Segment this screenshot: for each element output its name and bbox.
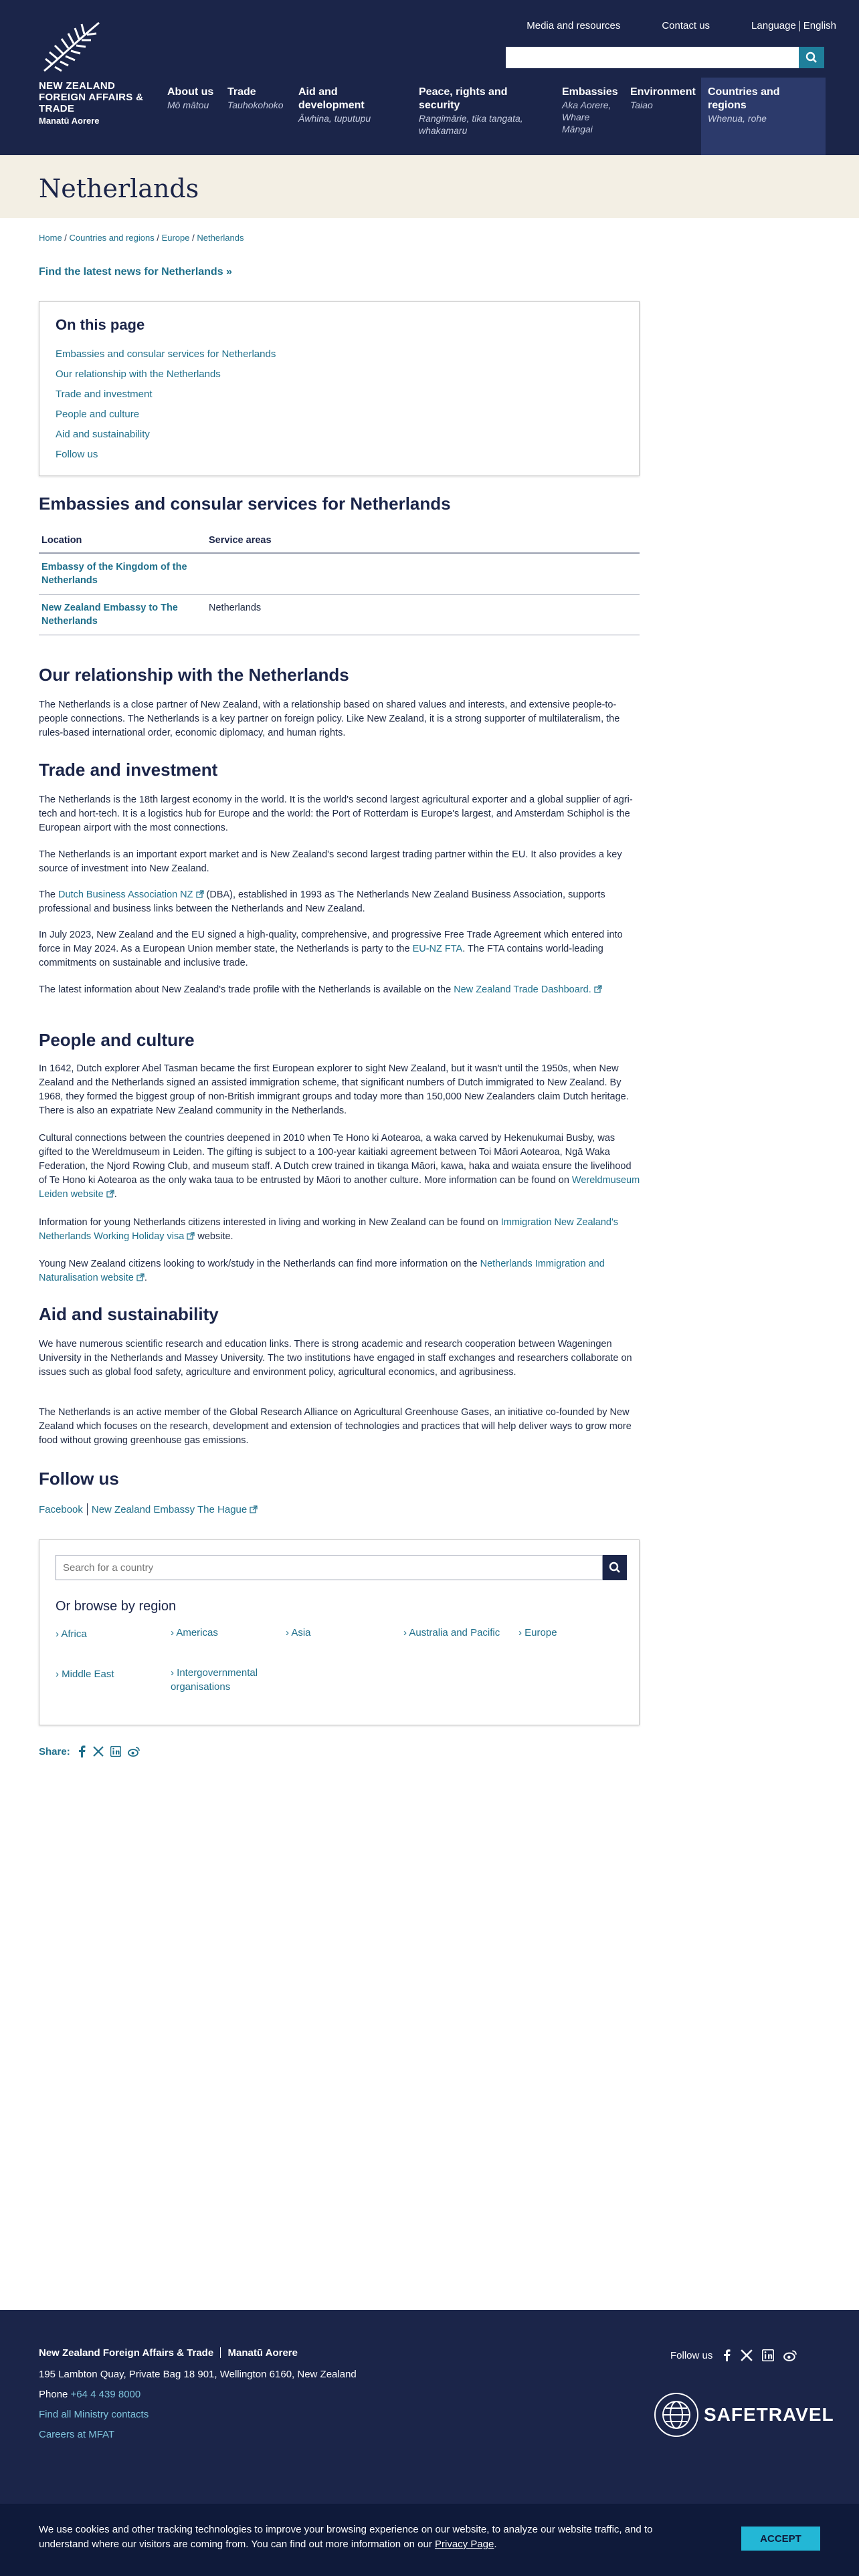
nav-sublabel: Rangimārie, tika tangata, whakamaru — [419, 113, 523, 136]
text: Young New Zealand citizens looking to work/study in the Netherlands can find more information on the — [39, 1259, 480, 1269]
table-row — [39, 553, 640, 595]
nav-embassies[interactable] — [555, 78, 624, 155]
nav-label: Countries and regions — [708, 86, 780, 111]
text: . — [144, 1273, 147, 1283]
language-label: Language — [751, 20, 796, 31]
nav-sublabel: Taiao — [630, 100, 653, 110]
people-paragraph-3 — [39, 1216, 641, 1244]
text: . The FTA contains world-leading commitments on sustainable and inclusive trade. — [39, 944, 603, 968]
share-label: Share: — [39, 1745, 70, 1757]
external-link-icon — [594, 985, 602, 993]
trade-paragraph-2: The Netherlands is an important export market and is New Zealand's second largest trading partner within the EU. It also provides a key source of investment into New Zealand. — [39, 849, 622, 874]
page-title-band — [0, 155, 859, 218]
footer-org-line — [39, 2347, 298, 2359]
x-icon[interactable] — [93, 1746, 104, 1757]
main-nav — [161, 78, 826, 155]
on-this-page-link[interactable]: Trade and investment — [56, 389, 153, 400]
relationship-heading: Our relationship with the Netherlands — [39, 665, 349, 685]
on-this-page-link[interactable]: Aid and sustainability — [56, 429, 150, 440]
country-search-input[interactable] — [56, 1555, 603, 1580]
privacy-page-link[interactable]: Privacy Page — [434, 2539, 494, 2550]
weibo-icon[interactable] — [783, 2349, 797, 2361]
nav-trade[interactable] — [221, 78, 292, 155]
fern-icon — [39, 19, 106, 74]
region-europe-link[interactable]: › Europe — [518, 1626, 619, 1640]
eu-nz-fta-link[interactable]: EU-NZ FTA — [412, 944, 463, 954]
on-this-page-link[interactable]: Our relationship with the Netherlands — [56, 368, 221, 380]
facebook-icon[interactable] — [77, 1745, 86, 1757]
text: We use cookies and other tracking technologies to improve your browsing experience on our website, to analyze our website traffic, and to understand where our visitors are coming from. You can find out more information on our — [39, 2524, 653, 2550]
x-icon[interactable] — [741, 2349, 753, 2361]
country-browse-box — [39, 1539, 640, 1725]
footer-divider — [220, 2347, 221, 2358]
text: . — [494, 2539, 497, 2550]
external-link-icon — [187, 1232, 195, 1240]
trade-paragraph-3 — [39, 888, 641, 916]
org-name-line1: NEW ZEALAND — [39, 80, 116, 92]
follow-links — [39, 1503, 641, 1515]
immigration-naturalisation-link[interactable]: Netherlands Immigration and Naturalisation website — [39, 1259, 605, 1283]
people-paragraph-4 — [39, 1257, 641, 1285]
text: Information for young Netherlands citizens interested in living and working in New Zealand can be found on — [39, 1217, 501, 1228]
footer-org: New Zealand Foreign Affairs & Trade — [39, 2347, 214, 2359]
country-search-button[interactable] — [603, 1555, 627, 1580]
facebook-icon[interactable] — [722, 2349, 731, 2362]
nav-label: Aid and development — [298, 86, 365, 111]
region-americas-link[interactable]: › Americas — [171, 1626, 271, 1640]
media-resources-link[interactable]: Media and resources — [527, 20, 621, 31]
search-icon — [609, 1562, 621, 1574]
trade-paragraph-1: The Netherlands is the 18th largest economy in the world. It is the world's second largest agricultural exporter and a global supplier of agri-tech and hort-tech. It is a logistics hub for Europe and the world: the Port of Rotterdam is Europe's largest, and Amsterdam Schiphol is the European airport with the most connections. — [39, 794, 633, 833]
weibo-icon[interactable] — [128, 1746, 140, 1757]
aid-heading: Aid and sustainability — [39, 1304, 219, 1324]
nav-label: Embassies — [562, 86, 618, 98]
linkedin-icon[interactable] — [110, 1746, 121, 1757]
on-this-page-link[interactable]: Follow us — [56, 449, 98, 460]
relationship-paragraph: The Netherlands is a close partner of New Zealand, with a relationship based on shared values and interests, and extensive people-to-people connections. The Netherlands is a key partner on foreign policy. Like New Zealand, it is a strong supporter of multilateralism, the rules-based international order, economic diplomacy, and human rights. — [39, 700, 620, 738]
on-this-page-link[interactable]: People and culture — [56, 409, 140, 420]
link-divider — [87, 1503, 88, 1515]
nav-label: Peace, rights and security — [419, 86, 508, 111]
cookie-text — [39, 2523, 681, 2552]
footer-careers-link[interactable]: Careers at MFAT — [39, 2429, 115, 2440]
site-search-button[interactable] — [799, 47, 824, 68]
breadcrumb-europe[interactable]: Europe — [161, 233, 190, 243]
page-title: Netherlands — [39, 174, 199, 203]
language-divider — [799, 21, 800, 31]
follow-heading: Follow us — [39, 1469, 119, 1489]
site-header — [0, 0, 859, 155]
text: (DBA), established in 1993 as The Netherlands New Zealand Business Association, supports professional and business links between the Netherlands and New Zealand. — [39, 889, 605, 914]
nav-sublabel: Tauhokohoko — [227, 100, 284, 110]
text: website. — [195, 1231, 233, 1242]
text: In July 2023, New Zealand and the EU signed a high-quality, comprehensive, and progressive Free Trade Agreement which entered into force in May 2024. As a European Union member state, the Netherlands is party to the — [39, 930, 623, 954]
external-link-icon — [136, 1273, 145, 1281]
nav-peace-rights-security[interactable] — [412, 78, 555, 155]
text: The latest information about New Zealand's trade profile with the Netherlands is available on the — [39, 984, 454, 995]
embassy-hague-link[interactable]: New Zealand Embassy The Hague — [91, 1503, 248, 1515]
trade-dashboard-link[interactable]: New Zealand Trade Dashboard. — [454, 984, 591, 995]
col-service-areas: Service areas — [206, 528, 640, 553]
region-asia-link[interactable]: › Asia — [286, 1626, 386, 1640]
site-logo[interactable] — [39, 19, 166, 126]
on-this-page-heading: On this page — [56, 316, 145, 333]
breadcrumb-netherlands[interactable]: Netherlands — [197, 233, 244, 243]
wereldmuseum-link[interactable]: Wereldmuseum Leiden website — [39, 1175, 640, 1200]
aid-paragraph-2: The Netherlands is an active member of the Global Research Alliance on Agricultural Greenhouse Gases, an initiative co-founded by New Zealand which focuses on the research, development and extension of technologies and practices that will help deliver ways to grow more food without growing greenhouse gas emissions. — [39, 1407, 632, 1446]
people-paragraph-1: In 1642, Dutch explorer Abel Tasman became the first European explorer to sight New Zealand, but it wasn't until the 1950s, when New Zealand and the Netherlands signed an assisted immigration scheme, that significant numbers of Dutch immigrated to New Zealand. By 1968, they formed the biggest group of non-British immigrant groups and today more than 150,000 New Zealanders claim Dutch heritage. There is also an expatriate New Zealand community in the Netherlands. — [39, 1063, 629, 1116]
people-heading: People and culture — [39, 1030, 195, 1050]
org-maori-name: Manatū Aorere — [39, 116, 100, 126]
table-header-row — [39, 528, 640, 553]
footer-follow-us — [670, 2349, 797, 2362]
nav-label: About us — [167, 86, 214, 98]
external-link-icon — [196, 890, 204, 898]
accept-cookies-button[interactable]: ACCEPT — [741, 2527, 820, 2551]
nav-sublabel: Āwhina, tuputupu — [298, 113, 371, 124]
embassies-table — [39, 528, 640, 635]
safetravel-logo[interactable] — [654, 2393, 834, 2437]
trade-paragraph-5 — [39, 983, 641, 997]
org-name-line2: FOREIGN AFFAIRS & TRADE — [39, 92, 144, 114]
text: The — [39, 889, 59, 900]
region-australia-pacific-link[interactable]: › Australia and Pacific — [403, 1626, 504, 1640]
language-english[interactable]: English — [803, 20, 836, 31]
nav-sublabel: Aka Aorere, Whare Māngai — [562, 100, 611, 134]
linkedin-icon[interactable] — [762, 2349, 774, 2361]
latest-news-link[interactable]: Find the latest news for Netherlands » — [39, 266, 232, 278]
region-intergovernmental-link[interactable]: › Intergovernmental organisations — [171, 1666, 271, 1694]
nav-environment[interactable] — [624, 78, 701, 155]
footer-org-maori: Manatū Aorere — [227, 2347, 298, 2359]
embassy-location-link[interactable]: New Zealand Embassy to The Netherlands — [39, 595, 206, 635]
search-icon — [805, 51, 818, 64]
footer-phone-label: Phone — [39, 2389, 71, 2400]
people-paragraph-2 — [39, 1132, 641, 1202]
embassies-heading: Embassies and consular services for Netherlands — [39, 494, 451, 514]
safetravel-wordmark: SAFETRAVEL — [704, 2404, 834, 2425]
text: Cultural connections between the countries deepened in 2010 when Te Hono ki Aotearoa, a waka carved by Hekenukumai Busby, was gifted to the Wereldmuseum in Leiden. The gifting is subject to a 100-year kaitiaki agreement between Toi Māori Aotearoa, Ngā Waka Federation, the Njord Rowing Club, and museum staff. A Dutch crew trained in tikanga Māori, kawa, haka and waiata ensure the livelihood of Te Hono ki Aotearoa as the only waka taua to be entrusted by Māori to another culture. More information can be found on — [39, 1133, 632, 1186]
cookie-banner — [0, 2504, 859, 2576]
nav-sublabel: Mō mātou — [167, 100, 209, 110]
text: . — [114, 1189, 117, 1200]
nav-label: Environment — [630, 86, 696, 98]
dutch-business-association-link[interactable]: Dutch Business Association NZ — [58, 889, 193, 900]
site-search-input[interactable] — [506, 47, 799, 68]
site-footer — [0, 2310, 859, 2504]
browse-region-heading: Or browse by region — [56, 1599, 177, 1614]
embassy-service-area: Netherlands — [206, 595, 640, 635]
contact-us-link[interactable]: Contact us — [662, 20, 710, 31]
footer-phone-line — [39, 2389, 140, 2400]
external-link-icon — [250, 1505, 258, 1513]
utility-nav — [485, 20, 836, 31]
language-switch[interactable] — [751, 20, 836, 31]
footer-address: 195 Lambton Quay, Private Bag 18 901, Wellington 6160, New Zealand — [39, 2369, 357, 2380]
external-link-icon — [106, 1190, 114, 1198]
region-africa-link[interactable]: › Africa — [56, 1627, 156, 1641]
facebook-link[interactable]: Facebook — [39, 1503, 83, 1515]
breadcrumb: Home / Countries and regions / Europe / Netherlands — [39, 233, 244, 243]
nav-countries-regions[interactable] — [701, 78, 826, 155]
embassy-service-area — [206, 553, 640, 595]
share-bar — [39, 1745, 140, 1757]
embassies-table-wrap — [39, 528, 641, 635]
nav-about-us[interactable] — [161, 78, 221, 155]
breadcrumb-home[interactable]: Home — [39, 233, 62, 243]
table-row — [39, 595, 640, 635]
on-this-page-list — [56, 344, 623, 465]
aid-paragraph-1: We have numerous scientific research and education links. There is strong academic and research cooperation between Wageningen University in the Netherlands and Massey University. The two institutions have engaged in staff exchanges and researchers collaborate on issues such as global food safety, agriculture and environment policy, agricultural economics, and agribusiness. — [39, 1339, 632, 1378]
nav-sublabel: Whenua, rohe — [708, 113, 767, 124]
col-location: Location — [39, 528, 206, 553]
embassy-location-link[interactable]: Embassy of the Kingdom of the Netherlands — [39, 553, 206, 595]
breadcrumb-countries-regions[interactable]: Countries and regions — [69, 233, 155, 243]
trade-heading: Trade and investment — [39, 760, 218, 780]
footer-follow-label: Follow us — [670, 2349, 713, 2361]
nav-aid-development[interactable] — [292, 78, 412, 155]
on-this-page-box — [39, 301, 640, 476]
on-this-page-link[interactable]: Embassies and consular services for Netherlands — [56, 348, 276, 360]
trade-paragraph-4 — [39, 928, 641, 970]
footer-phone-link[interactable]: +64 4 439 8000 — [70, 2389, 141, 2400]
globe-icon — [654, 2393, 698, 2437]
footer-contacts-link[interactable]: Find all Ministry contacts — [39, 2409, 149, 2420]
nav-label: Trade — [227, 86, 256, 98]
region-middle-east-link[interactable]: › Middle East — [56, 1667, 156, 1681]
working-holiday-visa-link[interactable]: Immigration New Zealand's Netherlands Working Holiday visa — [39, 1217, 618, 1242]
